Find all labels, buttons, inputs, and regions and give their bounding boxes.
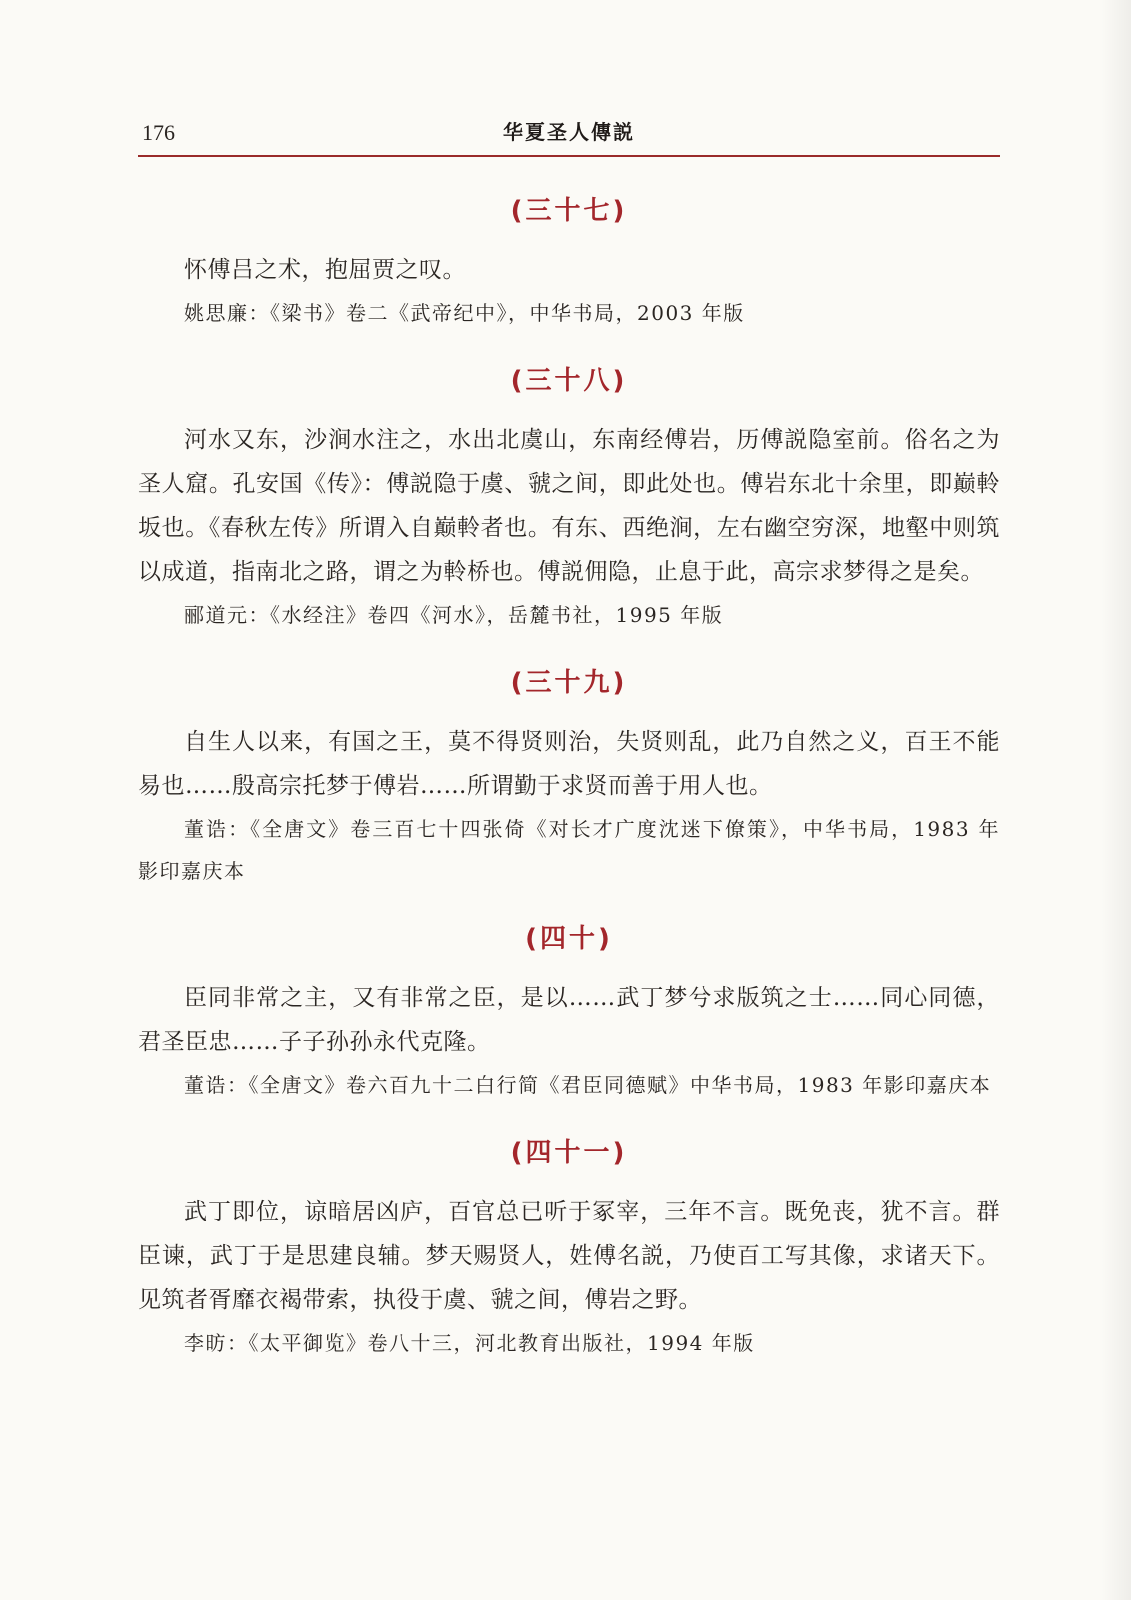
quote-text: 怀傅吕之术，抱屈贾之叹。 xyxy=(184,257,466,283)
source-citation: 姚思廉：《梁书》卷二《武帝纪中》，中华书局，2003 年版 xyxy=(184,301,745,325)
section-heading: (四十) xyxy=(525,924,613,954)
running-title: 华夏圣人傳説 xyxy=(503,120,635,144)
section-heading: (四十一) xyxy=(510,1138,628,1168)
quote-text: 河水又东，沙涧水注之，水出北虞山，东南经傅岩，历傅説隐室前。俗名之为圣人窟。孔安国《传》：傅説隐于虞、虢之间，即此处也。傅岩东北十余里，即巅軨坂也。《春秋左传》所谓入自巅軨者也。有东、西绝涧，左右幽空穷深，地壑中则筑以成道，指南北之路，谓之为軨桥也。傅説佣隐，止息于此，高宗求梦得之是矣。 xyxy=(138,427,1000,585)
section-37 xyxy=(138,188,1000,334)
quote-text: 自生人以来，有国之王，莫不得贤则治，失贤则乱，此乃自然之义，百王不能易也……殷高宗托梦于傅岩……所谓勤于求贤而善于用人也。 xyxy=(138,729,1000,799)
section-heading: (三十七) xyxy=(510,196,628,226)
section-39 xyxy=(138,660,1000,892)
page-header xyxy=(138,108,1000,154)
section-heading: (三十九) xyxy=(510,668,628,698)
source-citation: 郦道元：《水经注》卷四《河水》，岳麓书社，1995 年版 xyxy=(184,603,724,627)
source-citation: 董诰：《全唐文》卷六百九十二白行简《君臣同德赋》中华书局，1983 年影印嘉庆本 xyxy=(184,1073,992,1097)
source-citation: 李昉：《太平御览》卷八十三，河北教育出版社，1994 年版 xyxy=(184,1331,755,1355)
page-gutter-shadow xyxy=(1101,0,1131,1600)
source-citation: 董诰：《全唐文》卷三百七十四张倚《对长才广度沈迷下僚策》，中华书局，1983 年影印嘉庆本 xyxy=(138,817,1000,883)
quote-text: 武丁即位，谅暗居凶庐，百官总已听于冢宰，三年不言。既免丧，犹不言。群臣谏，武丁于是思建良辅。梦天赐贤人，姓傅名説，乃使百工写其像，求诸天下。见筑者胥靡衣褐带索，执役于虞、虢之间，傅岩之野。 xyxy=(138,1199,1000,1313)
section-heading: (三十八) xyxy=(510,366,628,396)
section-41 xyxy=(138,1130,1000,1364)
quote-text: 臣同非常之主，又有非常之臣，是以……武丁梦兮求版筑之士……同心同德，君圣臣忠……子子孙孙永代克隆。 xyxy=(138,985,1000,1055)
section-40 xyxy=(138,916,1000,1106)
page-content xyxy=(138,188,1000,1388)
header-rule xyxy=(138,155,1000,157)
section-38 xyxy=(138,358,1000,636)
page-number: 176 xyxy=(142,120,175,145)
